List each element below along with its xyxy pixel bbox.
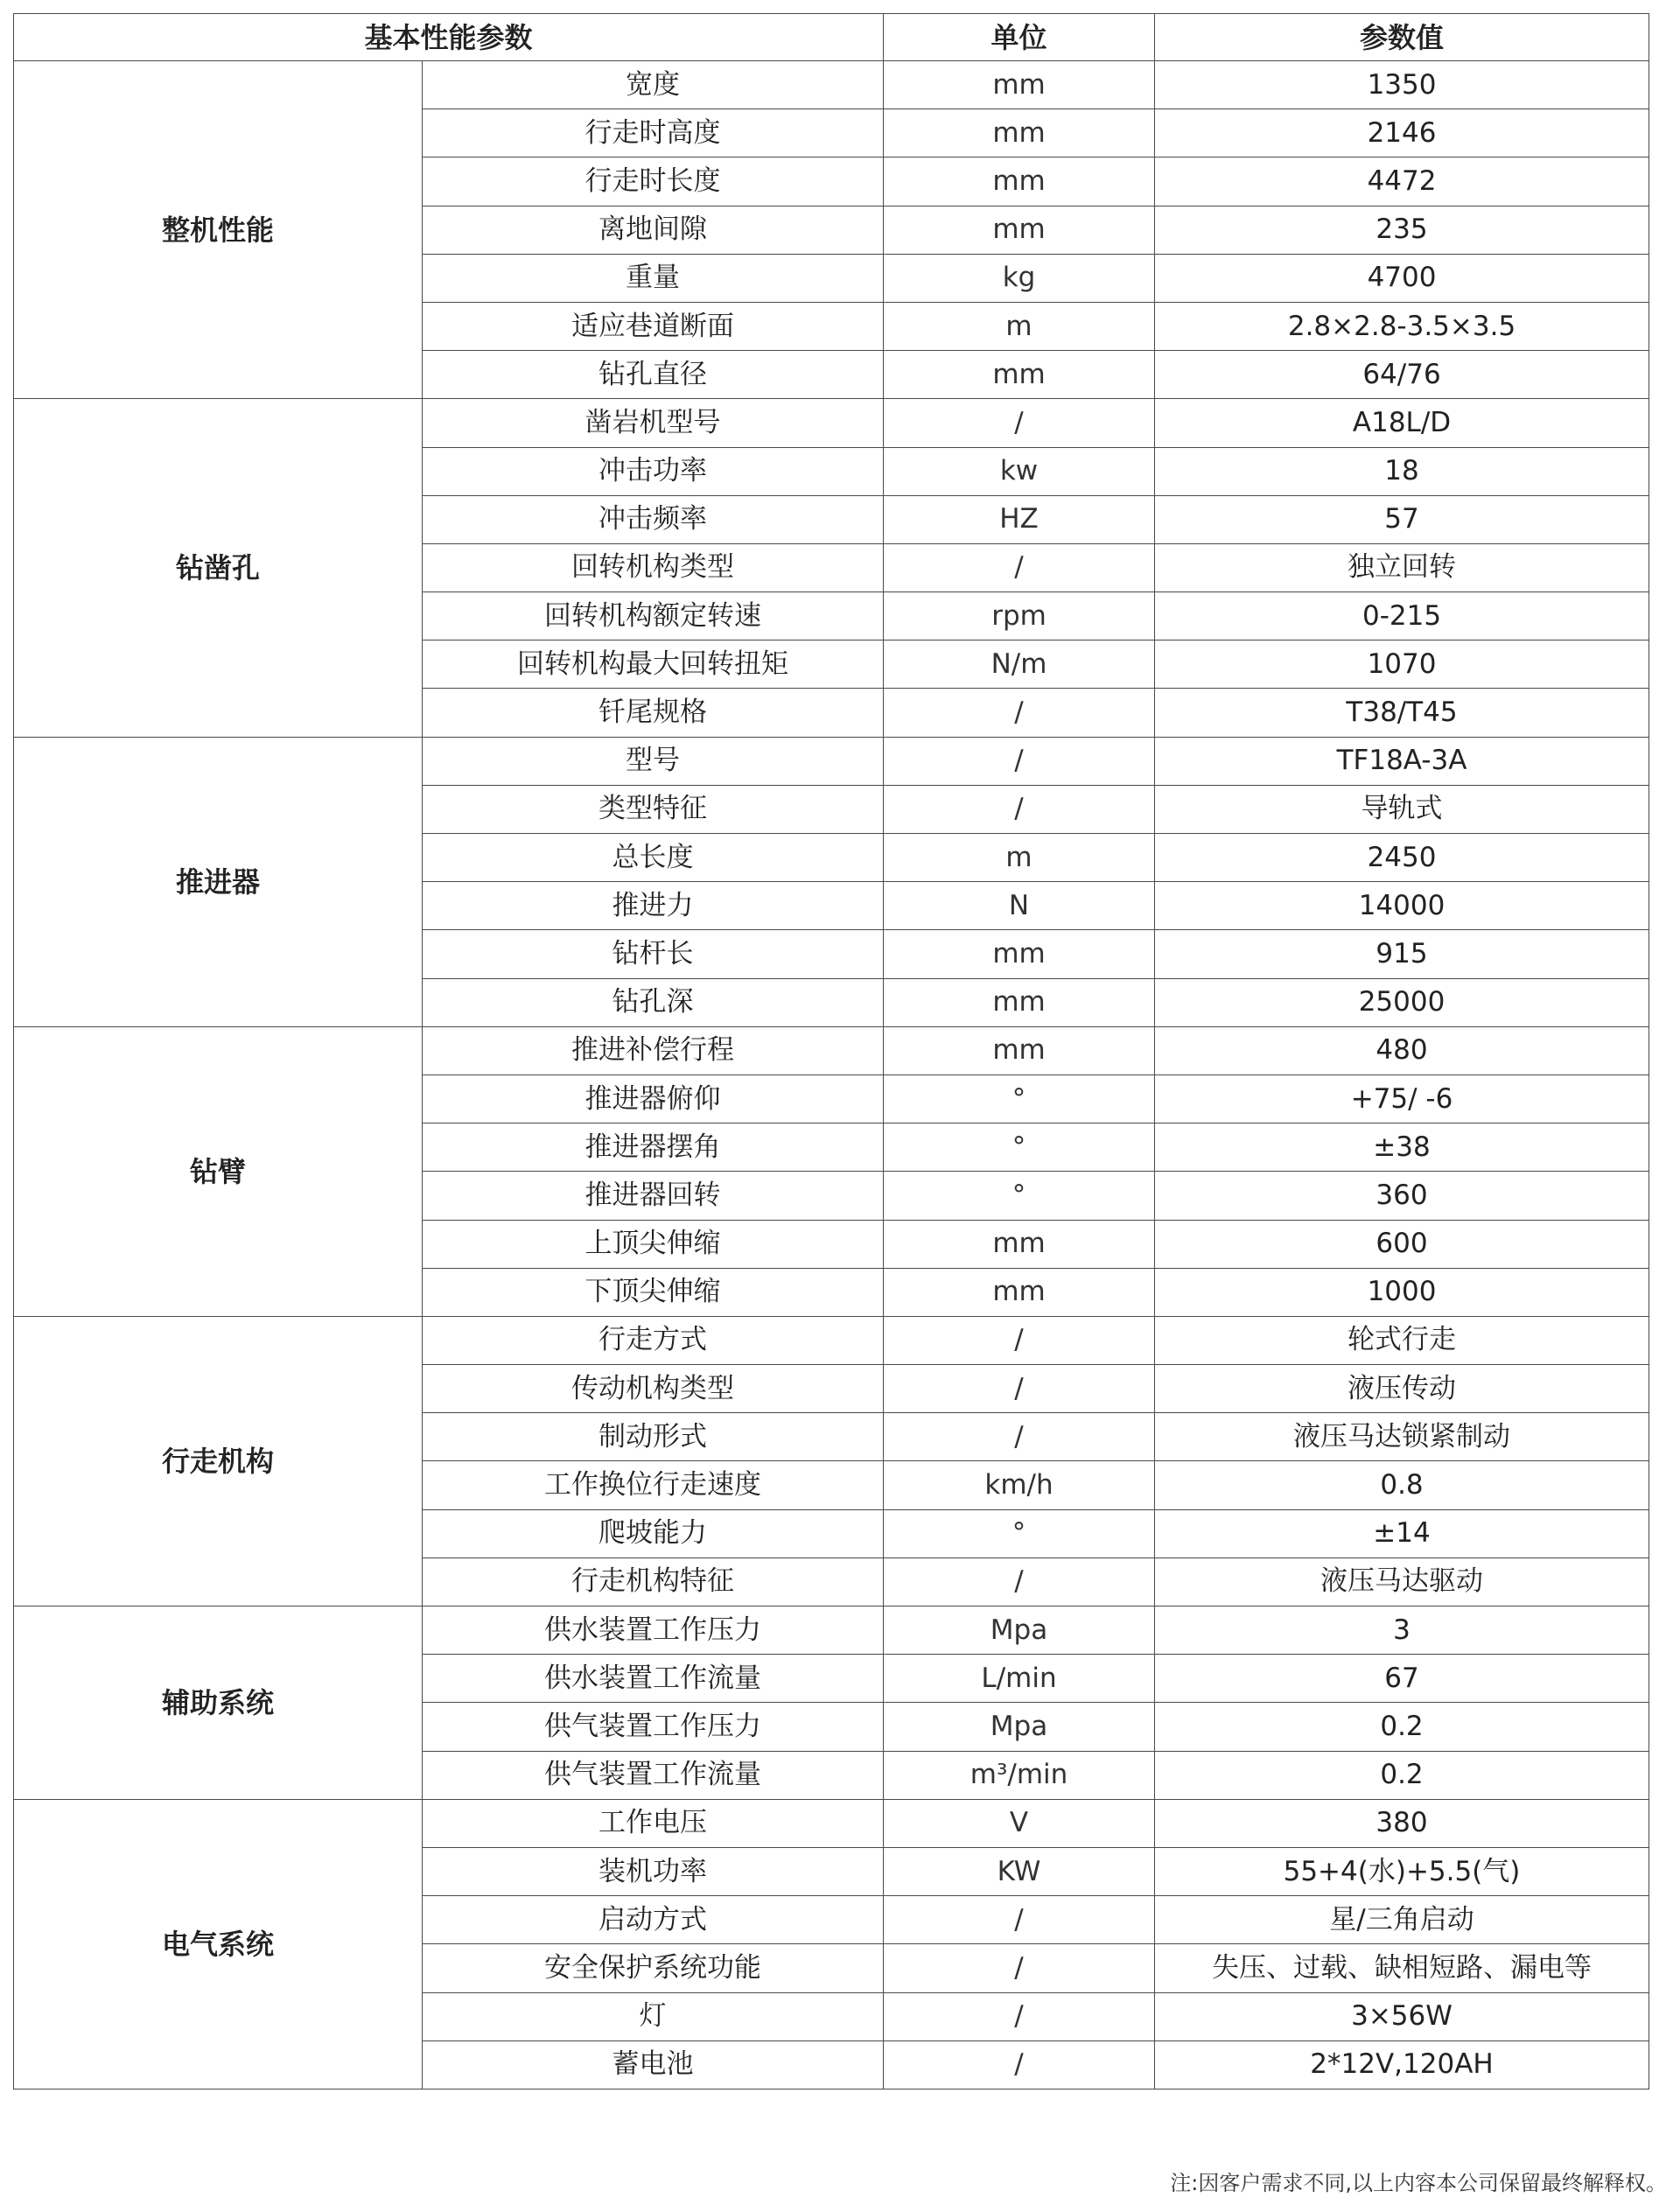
unit-cell: mm [884, 1268, 1155, 1316]
value-cell: 235 [1155, 206, 1649, 254]
value-cell: 480 [1155, 1026, 1649, 1074]
table-body [14, 61, 1649, 2090]
value-cell: 独立回转 [1155, 543, 1649, 592]
parameter-name-cell: 启动方式 [423, 1896, 884, 1944]
table-row [14, 1799, 1649, 1847]
value-cell: 67 [1155, 1655, 1649, 1703]
unit-cell: HZ [884, 495, 1155, 543]
group-label: 辅助系统 [14, 1606, 423, 1800]
table-row [14, 1606, 1649, 1655]
unit-cell: / [884, 2040, 1155, 2089]
spec-table [13, 13, 1649, 2090]
parameter-name-cell: 凿岩机型号 [423, 399, 884, 447]
unit-cell: kg [884, 254, 1155, 302]
group-label: 推进器 [14, 737, 423, 1026]
parameter-name-cell: 型号 [423, 737, 884, 785]
parameter-name-cell: 离地间隙 [423, 206, 884, 254]
unit-cell: / [884, 1896, 1155, 1944]
unit-cell: / [884, 1992, 1155, 2040]
value-cell: 0-215 [1155, 592, 1649, 640]
parameter-name-cell: 推进力 [423, 882, 884, 930]
unit-cell: mm [884, 1220, 1155, 1268]
unit-cell: L/min [884, 1655, 1155, 1703]
unit-cell: mm [884, 1026, 1155, 1074]
parameter-name-cell: 推进器俯仰 [423, 1074, 884, 1123]
unit-cell: / [884, 399, 1155, 447]
parameter-name-cell: 蓄电池 [423, 2040, 884, 2089]
value-cell: 2.8×2.8-3.5×3.5 [1155, 302, 1649, 350]
unit-cell: / [884, 543, 1155, 592]
parameter-name-cell: 回转机构额定转速 [423, 592, 884, 640]
value-cell: 星/三角启动 [1155, 1896, 1649, 1944]
parameter-name-cell: 总长度 [423, 834, 884, 882]
parameter-name-cell: 适应巷道断面 [423, 302, 884, 350]
unit-cell: ° [884, 1124, 1155, 1172]
value-cell: 液压马达锁紧制动 [1155, 1413, 1649, 1461]
table-row [14, 61, 1649, 109]
parameter-name-cell: 行走时长度 [423, 158, 884, 206]
value-cell: T38/T45 [1155, 689, 1649, 737]
value-cell: 3×56W [1155, 1992, 1649, 2040]
unit-cell: / [884, 1944, 1155, 1992]
group-label: 钻臂 [14, 1026, 423, 1316]
value-cell: 14000 [1155, 882, 1649, 930]
unit-cell: mm [884, 109, 1155, 158]
parameter-name-cell: 推进补偿行程 [423, 1026, 884, 1074]
value-cell: 380 [1155, 1799, 1649, 1847]
value-cell: 1070 [1155, 640, 1649, 689]
unit-cell: mm [884, 206, 1155, 254]
value-cell: 导轨式 [1155, 785, 1649, 833]
unit-cell: N [884, 882, 1155, 930]
value-cell: 360 [1155, 1172, 1649, 1220]
parameter-name-cell: 回转机构最大回转扭矩 [423, 640, 884, 689]
parameter-name-cell: 安全保护系统功能 [423, 1944, 884, 1992]
table-row [14, 1026, 1649, 1074]
unit-cell: Mpa [884, 1703, 1155, 1751]
parameter-name-cell: 下顶尖伸缩 [423, 1268, 884, 1316]
value-cell: 0.2 [1155, 1751, 1649, 1799]
parameter-name-cell: 类型特征 [423, 785, 884, 833]
group-label: 行走机构 [14, 1316, 423, 1606]
unit-cell: ° [884, 1172, 1155, 1220]
unit-cell: / [884, 689, 1155, 737]
value-cell: 3 [1155, 1606, 1649, 1655]
parameter-name-cell: 爬坡能力 [423, 1509, 884, 1558]
parameter-name-cell: 推进器摆角 [423, 1124, 884, 1172]
table-row [14, 399, 1649, 447]
unit-cell: m³/min [884, 1751, 1155, 1799]
value-cell: 600 [1155, 1220, 1649, 1268]
unit-cell: ° [884, 1074, 1155, 1123]
value-cell: 915 [1155, 930, 1649, 978]
unit-cell: V [884, 1799, 1155, 1847]
parameter-name-cell: 冲击频率 [423, 495, 884, 543]
unit-cell: Mpa [884, 1606, 1155, 1655]
value-cell: 液压传动 [1155, 1365, 1649, 1413]
unit-cell: m [884, 302, 1155, 350]
parameter-name-cell: 钻杆长 [423, 930, 884, 978]
parameter-name-cell: 行走机构特征 [423, 1558, 884, 1606]
unit-cell: mm [884, 930, 1155, 978]
parameter-name-cell: 工作换位行走速度 [423, 1461, 884, 1509]
value-cell: TF18A-3A [1155, 737, 1649, 785]
unit-cell: / [884, 1365, 1155, 1413]
value-cell: 失压、过载、缺相短路、漏电等 [1155, 1944, 1649, 1992]
table-row [14, 737, 1649, 785]
parameter-name-cell: 供气装置工作压力 [423, 1703, 884, 1751]
value-cell: 55+4(水)+5.5(气) [1155, 1847, 1649, 1895]
value-cell: 4700 [1155, 254, 1649, 302]
unit-cell: / [884, 1558, 1155, 1606]
header-unit: 单位 [884, 14, 1155, 61]
value-cell: ±38 [1155, 1124, 1649, 1172]
table-row [14, 1316, 1649, 1364]
parameter-name-cell: 重量 [423, 254, 884, 302]
value-cell: 25000 [1155, 978, 1649, 1026]
group-label: 钻凿孔 [14, 399, 423, 737]
unit-cell: m [884, 834, 1155, 882]
unit-cell: / [884, 785, 1155, 833]
unit-cell: km/h [884, 1461, 1155, 1509]
value-cell: 0.2 [1155, 1703, 1649, 1751]
parameter-name-cell: 推进器回转 [423, 1172, 884, 1220]
value-cell: ±14 [1155, 1509, 1649, 1558]
parameter-name-cell: 上顶尖伸缩 [423, 1220, 884, 1268]
value-cell: 液压马达驱动 [1155, 1558, 1649, 1606]
value-cell: 4472 [1155, 158, 1649, 206]
parameter-name-cell: 供水装置工作压力 [423, 1606, 884, 1655]
parameter-name-cell: 灯 [423, 1992, 884, 2040]
value-cell: 57 [1155, 495, 1649, 543]
parameter-name-cell: 装机功率 [423, 1847, 884, 1895]
group-label: 电气系统 [14, 1799, 423, 2089]
value-cell: 2*12V,120AH [1155, 2040, 1649, 2089]
value-cell: 64/76 [1155, 351, 1649, 399]
parameter-name-cell: 回转机构类型 [423, 543, 884, 592]
group-label: 整机性能 [14, 61, 423, 399]
parameter-name-cell: 制动形式 [423, 1413, 884, 1461]
parameter-name-cell: 传动机构类型 [423, 1365, 884, 1413]
value-cell: 2146 [1155, 109, 1649, 158]
parameter-name-cell: 钻孔直径 [423, 351, 884, 399]
parameter-name-cell: 钎尾规格 [423, 689, 884, 737]
header-row [14, 14, 1649, 61]
header-value: 参数值 [1155, 14, 1649, 61]
value-cell: A18L/D [1155, 399, 1649, 447]
unit-cell: mm [884, 978, 1155, 1026]
parameter-name-cell: 冲击功率 [423, 447, 884, 495]
unit-cell: ° [884, 1509, 1155, 1558]
unit-cell: / [884, 1316, 1155, 1364]
unit-cell: mm [884, 351, 1155, 399]
parameter-name-cell: 钻孔深 [423, 978, 884, 1026]
value-cell: 1000 [1155, 1268, 1649, 1316]
value-cell: 2450 [1155, 834, 1649, 882]
parameter-name-cell: 宽度 [423, 61, 884, 109]
unit-cell: / [884, 737, 1155, 785]
unit-cell: kw [884, 447, 1155, 495]
parameter-name-cell: 供水装置工作流量 [423, 1655, 884, 1703]
value-cell: 轮式行走 [1155, 1316, 1649, 1364]
unit-cell: / [884, 1413, 1155, 1461]
value-cell: 1350 [1155, 61, 1649, 109]
unit-cell: N/m [884, 640, 1155, 689]
value-cell: +75/ -6 [1155, 1074, 1649, 1123]
parameter-name-cell: 供气装置工作流量 [423, 1751, 884, 1799]
unit-cell: mm [884, 61, 1155, 109]
footnote: 注:因客户需求不同,以上内容本公司保留最终解释权。 [1170, 2171, 1667, 2195]
unit-cell: rpm [884, 592, 1155, 640]
parameter-name-cell: 工作电压 [423, 1799, 884, 1847]
parameter-name-cell: 行走时高度 [423, 109, 884, 158]
unit-cell: mm [884, 158, 1155, 206]
value-cell: 0.8 [1155, 1461, 1649, 1509]
parameter-name-cell: 行走方式 [423, 1316, 884, 1364]
unit-cell: KW [884, 1847, 1155, 1895]
value-cell: 18 [1155, 447, 1649, 495]
header-parameter: 基本性能参数 [14, 14, 884, 61]
